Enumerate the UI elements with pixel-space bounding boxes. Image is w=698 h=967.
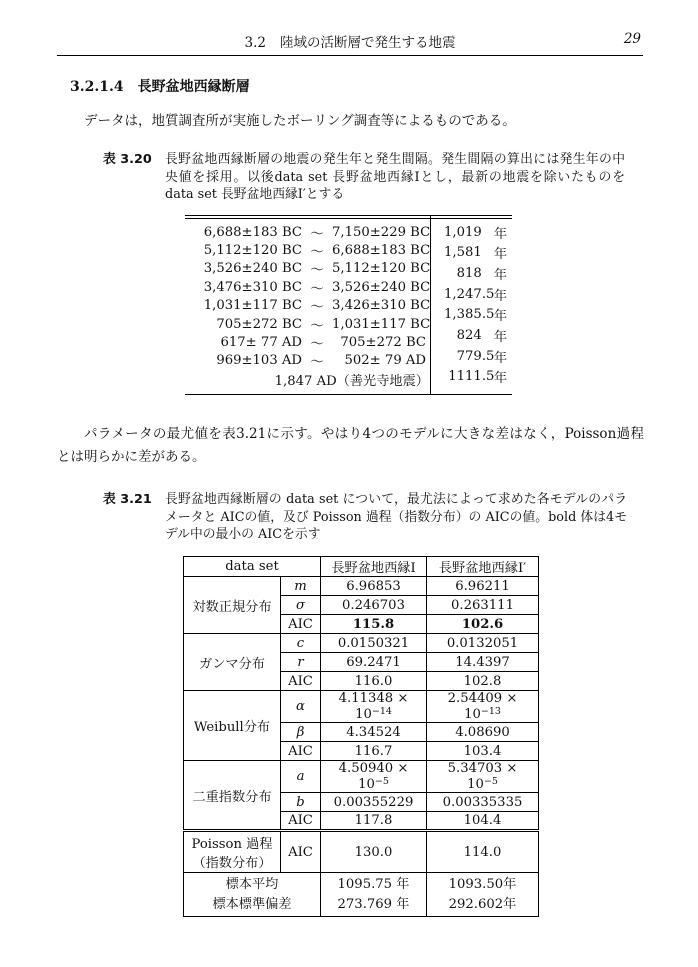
param-cell: AIC xyxy=(281,831,321,873)
range-tilde: ～ xyxy=(310,337,324,353)
section-heading-title: 長野盆地西縁断層 xyxy=(137,79,250,95)
sample-stddev-value: 292.602年 xyxy=(448,896,517,912)
sample-stats-label-cell xyxy=(184,873,321,917)
model-name-cell: ガンマ分布 xyxy=(184,634,281,691)
interval-row xyxy=(431,244,512,262)
range-tilde: ～ xyxy=(310,263,324,279)
interval-row xyxy=(431,347,512,365)
interval-row xyxy=(431,265,512,283)
section-heading-number: 3.2.1.4 xyxy=(70,79,124,95)
aic-value-cell: 130.0 xyxy=(321,831,427,873)
event-row xyxy=(185,333,430,351)
running-header-text xyxy=(57,31,643,51)
value-cell: 0.246703 xyxy=(321,596,427,615)
sample-stddev-label: 標本標準偏差 xyxy=(212,896,292,912)
value-cell: 0.0132051 xyxy=(427,634,539,653)
value-cell: 4.08690 xyxy=(427,723,539,742)
value-cell: 6.96211 xyxy=(427,577,539,596)
interval-value: 1,581 xyxy=(444,245,482,261)
interval-unit: 年 xyxy=(493,329,507,345)
interval-unit: 年 xyxy=(493,247,507,263)
event-end-date: 1,031±117 BC xyxy=(332,316,431,332)
value-cell: $5.34703 \times 10^{-5}$ xyxy=(427,761,539,793)
sample-stats-value-cell xyxy=(427,873,539,917)
table-3-21-caption-label: 表 3.21 xyxy=(103,492,152,507)
model-name-cell: 対数正規分布 xyxy=(184,577,281,634)
interval-unit: 年 xyxy=(493,268,507,284)
event-row xyxy=(185,260,430,278)
event-row xyxy=(185,241,430,259)
param-cell: AIC xyxy=(281,742,321,761)
table-3-21-caption-text: 長野盆地西縁断層の data set について，最尤法によって求めた各モデルのパラメータと AICの値，及び Poisson 過程（指数分布）の AICの値。bold 体は4モデル中の最小の AICを示す xyxy=(165,492,627,542)
event-start-date: 6,688±183 BC xyxy=(203,224,302,240)
model-aic-table xyxy=(183,556,539,917)
interval-value: 824 xyxy=(456,327,482,343)
poisson-label-line1: Poisson 過程 xyxy=(191,837,273,852)
interval-row xyxy=(431,326,512,344)
event-end-date: 3,526±240 BC xyxy=(332,279,431,295)
range-tilde: ～ xyxy=(310,281,324,297)
sample-stats-value-cell xyxy=(321,873,427,917)
interval-unit: 年 xyxy=(493,350,507,366)
interval-fraction: .5 xyxy=(481,369,495,385)
table-3-20-caption-label: 表 3.20 xyxy=(103,152,152,167)
event-end-date: 5,112±120 BC xyxy=(332,261,431,277)
latest-event-row xyxy=(185,370,430,388)
event-start-date: 705±272 BC xyxy=(216,316,302,332)
event-start-date: 5,112±120 BC xyxy=(203,243,302,259)
aic-value-cell: 116.7 xyxy=(321,742,427,761)
range-tilde: ～ xyxy=(310,300,324,316)
model-name-cell: 二重指数分布 xyxy=(184,761,281,831)
interval-value: 818 xyxy=(456,266,482,282)
value-cell: 0.263111 xyxy=(427,596,539,615)
latest-event-date: 1,847 AD（善光寺地震） xyxy=(274,373,429,389)
interval-row xyxy=(431,368,512,386)
aic-value-cell: 104.4 xyxy=(427,812,539,831)
intro-paragraph: データは，地質調査所が実施したボーリング調査等によるものである。 xyxy=(84,113,516,129)
interval-fraction: .5 xyxy=(481,348,495,364)
event-row xyxy=(185,352,430,370)
event-end-date: 6,688±183 BC xyxy=(332,243,431,259)
event-row xyxy=(185,315,430,333)
range-tilde: ～ xyxy=(310,245,324,261)
param-cell: c xyxy=(281,634,321,653)
range-tilde: ～ xyxy=(310,226,324,242)
header-rule xyxy=(57,55,643,56)
interval-unit: 年 xyxy=(493,309,507,325)
event-interval-table xyxy=(185,215,512,395)
model-param-row xyxy=(184,691,539,723)
page-number: 29 xyxy=(623,31,641,47)
value-cell: 4.34524 xyxy=(321,723,427,742)
event-start-date: 617± 77 AD xyxy=(220,335,302,351)
param-cell: b xyxy=(281,793,321,812)
body-paragraph: パラメータの最尤値を表3.21に示す。やはり4つのモデルに大きな差はなく，Poisson過程とは明らかに差がある。 xyxy=(57,426,644,465)
event-start-date: 3,526±240 BC xyxy=(203,261,302,277)
range-tilde: ～ xyxy=(310,355,324,371)
interval-unit: 年 xyxy=(493,371,507,387)
table-3-20-caption-text: 長野盆地西縁断層の地震の発生年と発生間隔。発生間隔の算出には発生年の中央値を採用。以後data set 長野盆地西縁Iとし，最新の地震を除いたものを data set 長野盆地西縁I′とする xyxy=(165,152,625,202)
dataset-header-cell: data set xyxy=(184,557,321,577)
event-row xyxy=(185,278,430,296)
param-cell: AIC xyxy=(281,672,321,691)
aic-value-cell: 114.0 xyxy=(427,831,539,873)
interval-unit: 年 xyxy=(493,226,507,242)
table-3-21-caption xyxy=(103,491,627,544)
aic-value-cell: 115.8 xyxy=(321,615,427,634)
aic-value-cell: 103.4 xyxy=(427,742,539,761)
model-param-row xyxy=(184,577,539,596)
value-cell: 69.2471 xyxy=(321,653,427,672)
interval-value: 1111 xyxy=(448,369,482,385)
model-param-row xyxy=(184,761,539,793)
event-start-date: 969±103 AD xyxy=(216,353,302,369)
value-cell: 14.4397 xyxy=(427,653,539,672)
table-header-row xyxy=(184,557,539,577)
value-cell: 0.00335335 xyxy=(427,793,539,812)
poisson-label-line2: （指数分布） xyxy=(192,856,272,871)
value-cell: 6.96853 xyxy=(321,577,427,596)
event-end-date: 7,150±229 BC xyxy=(332,224,431,240)
interval-value: 1,385 xyxy=(444,307,482,323)
interval-row xyxy=(431,223,512,241)
sample-mean-label: 標本平均 xyxy=(225,876,279,892)
event-row xyxy=(185,223,430,241)
interval-value: 779 xyxy=(456,348,482,364)
running-header-title: 陸域の活断層で発生する地震 xyxy=(279,35,456,51)
sample-stddev-value: 273.769 年 xyxy=(337,896,410,912)
sample-mean-value: 1095.75 年 xyxy=(337,876,410,892)
running-header xyxy=(57,31,643,51)
aic-value-cell: 116.0 xyxy=(321,672,427,691)
param-cell: AIC xyxy=(281,615,321,634)
aic-value-cell: 102.6 xyxy=(427,615,539,634)
sample-stats-row xyxy=(184,873,539,917)
event-start-date: 3,476±310 BC xyxy=(203,279,302,295)
section-heading xyxy=(70,76,250,96)
table-3-20-caption xyxy=(103,151,625,204)
param-cell: a xyxy=(281,761,321,793)
event-end-date: 3,426±310 BC xyxy=(332,298,431,314)
interval-value: 1,019 xyxy=(444,224,482,240)
range-tilde: ～ xyxy=(310,318,324,334)
param-cell: r xyxy=(281,653,321,672)
aic-value-cell: 102.8 xyxy=(427,672,539,691)
interval-unit: 年 xyxy=(493,288,507,304)
param-cell: α xyxy=(281,691,321,723)
value-cell: $2.54409 \times 10^{-13}$ xyxy=(427,691,539,723)
event-date-column xyxy=(185,215,430,394)
event-end-date: 502± 79 AD xyxy=(344,353,426,369)
param-cell: m xyxy=(281,577,321,596)
running-header-section-number: 3.2 xyxy=(244,35,266,51)
param-cell: β xyxy=(281,723,321,742)
aic-value-cell: 117.8 xyxy=(321,812,427,831)
model-name-cell: Weibull分布 xyxy=(184,691,281,761)
dataset2-header-cell: 長野盆地西縁I′ xyxy=(427,557,539,577)
event-row xyxy=(185,297,430,315)
interval-row xyxy=(431,285,512,303)
interval-fraction: .5 xyxy=(481,286,495,302)
poisson-row xyxy=(184,831,539,873)
dataset1-header-cell: 長野盆地西縁I xyxy=(321,557,427,577)
value-cell: 0.0150321 xyxy=(321,634,427,653)
interval-fraction: .5 xyxy=(481,307,495,323)
param-cell: AIC xyxy=(281,812,321,831)
param-cell: σ xyxy=(281,596,321,615)
event-start-date: 1,031±117 BC xyxy=(203,298,302,314)
model-param-row xyxy=(184,634,539,653)
interval-row xyxy=(431,306,512,324)
value-cell: $4.50940 \times 10^{-5}$ xyxy=(321,761,427,793)
value-cell: $4.11348 \times 10^{-14}$ xyxy=(321,691,427,723)
sample-mean-value: 1093.50年 xyxy=(448,876,517,892)
poisson-label-cell xyxy=(184,831,281,873)
interval-column xyxy=(430,215,512,394)
interval-value: 1,247 xyxy=(444,286,482,302)
value-cell: 0.00355229 xyxy=(321,793,427,812)
event-end-date: 705±272 BC xyxy=(340,335,426,351)
